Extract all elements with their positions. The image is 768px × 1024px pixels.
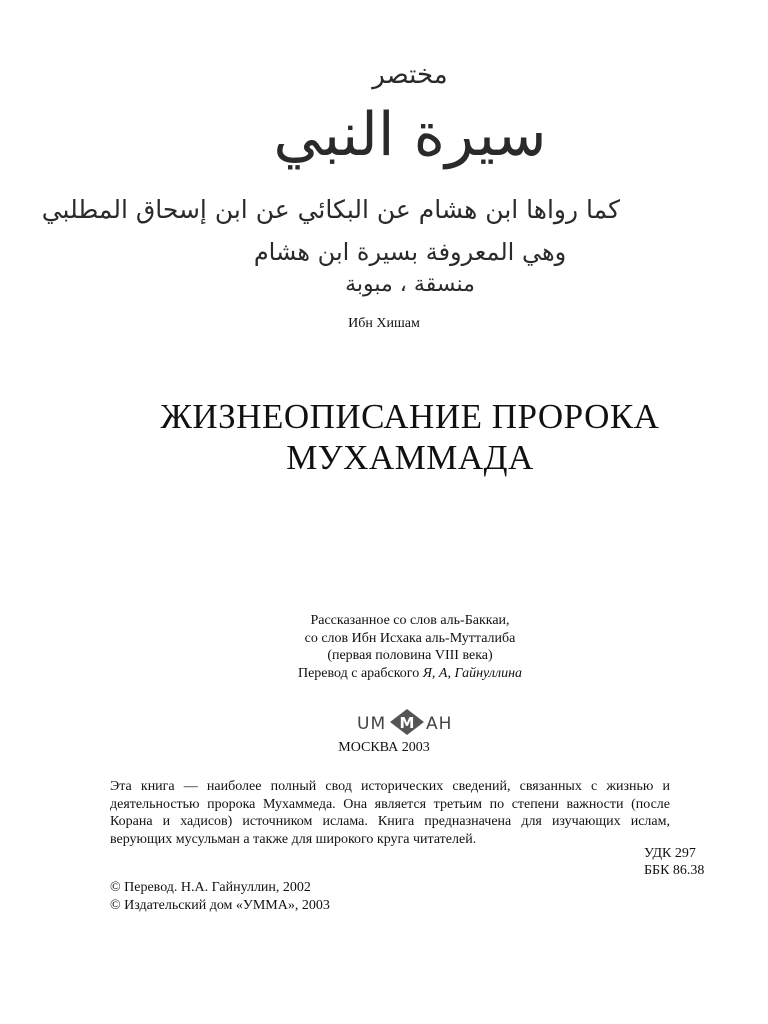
arabic-title-line-1: مختصر [372, 60, 448, 90]
arabic-title-line-5: منسقة ، مبوبة [345, 272, 475, 297]
translation-label: Перевод с арабского [297, 665, 423, 681]
logo-left-text: UM [357, 714, 387, 734]
arabic-title-line-4: وهي المعروفة بسيرة ابن هشام [253, 238, 567, 266]
book-title-line-1: ЖИЗНЕОПИСАНИЕ ПРОРОКА [160, 397, 660, 436]
credits-line-4 [160, 665, 660, 683]
credits-line-3: (первая половина VIII века) [327, 648, 493, 663]
copyright-publisher: © Издательский дом «УММА», 2003 [110, 898, 330, 913]
credits-line-1: Рассказанное со слов аль-Баккаи, [310, 613, 510, 628]
logo-right-text: AH [426, 714, 453, 734]
book-title [60, 396, 760, 478]
logo-center-letter: M [399, 714, 415, 732]
arabic-title-line-3: كما رواها ابن هشام عن البكائي عن ابن إسحاق المطلبي [41, 195, 620, 224]
city-year: МОСКВА 2003 [338, 740, 430, 755]
udk-code: УДК 297 [644, 846, 696, 861]
arabic-title-calligraphy [41, 60, 620, 300]
book-title-line-2: МУХАММАДА [286, 438, 534, 477]
copyright-block [110, 879, 530, 915]
credits-block [160, 612, 660, 682]
arabic-title-line-2: سيرة النبي [273, 100, 547, 170]
publisher-logo [355, 707, 460, 737]
classification-codes [644, 845, 754, 879]
translator-name: Я, А, Гайнуллина [422, 665, 523, 681]
author-name: Ибн Хишам [348, 316, 420, 331]
copyright-translation: © Перевод. Н.А. Гайнуллин, 2002 [110, 880, 311, 895]
publisher-logo-graphic [355, 707, 460, 737]
annotation-paragraph: Эта книга — наиболее полный свод исторических сведений, связанных с жизнью и деятельностью пророка Мухаммеда. Она является третьим по степени важности (после Корана и хадисов) источником ислама. Книга предназначена для изучающих ислам, верующих мусульман а также для широкого круга читателей. [110, 779, 670, 847]
bbk-code: ББК 86.38 [644, 863, 705, 878]
credits-line-2: со слов Ибн Исхака аль-Мутталиба [304, 630, 516, 646]
